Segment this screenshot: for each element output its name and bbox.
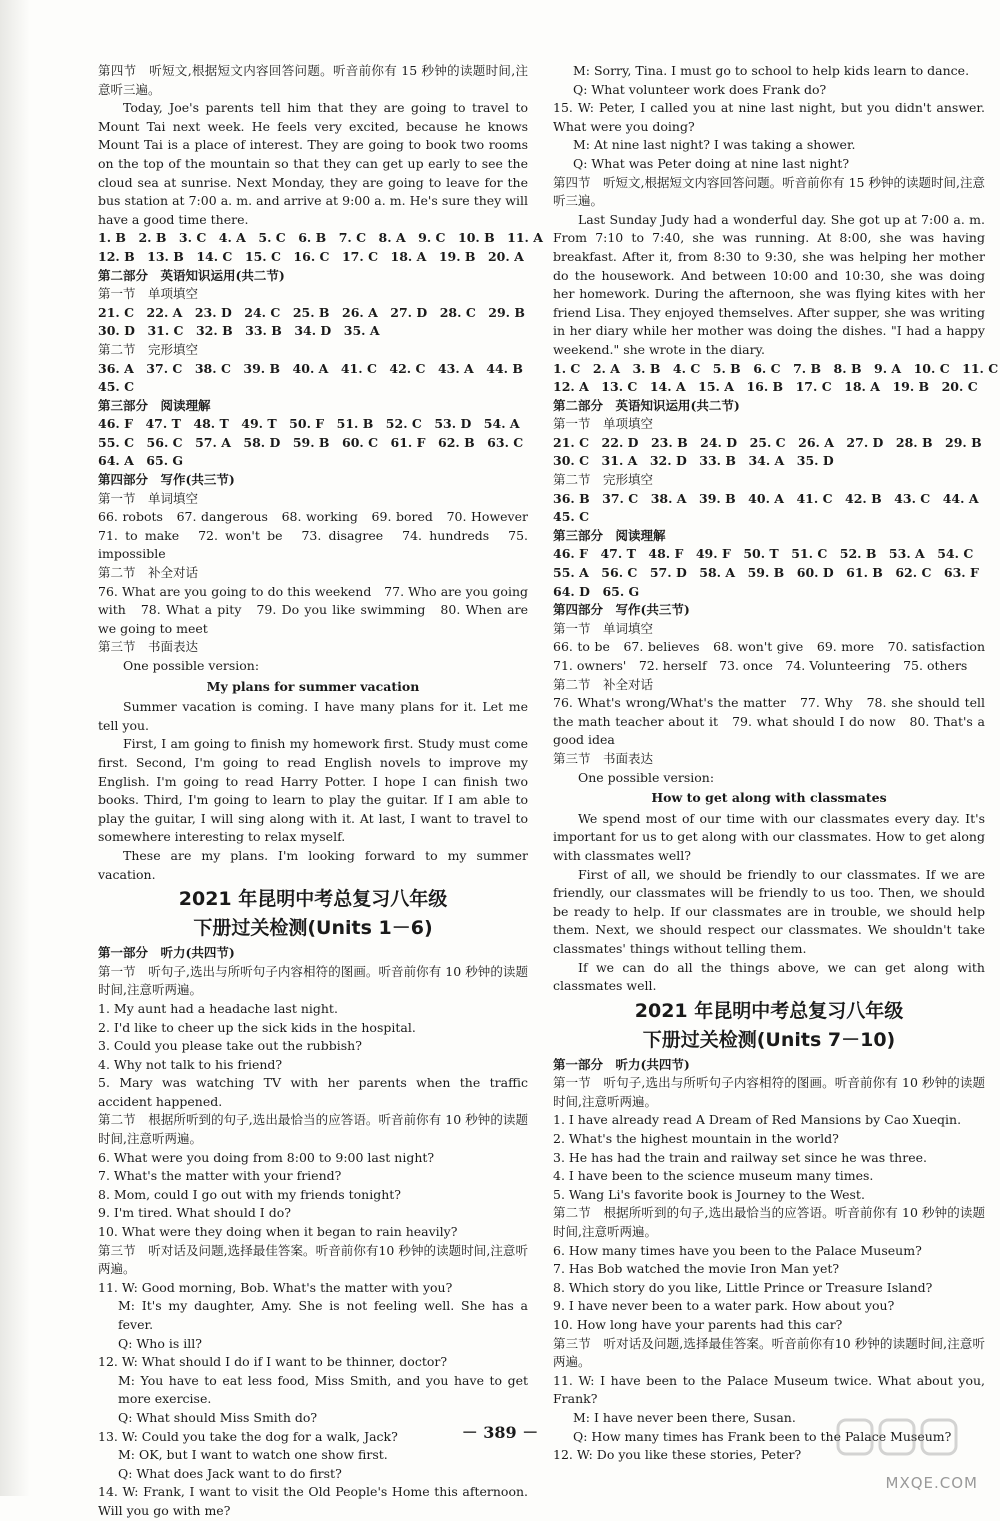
section-heading: 第二部分 英语知识运用(共二节) xyxy=(553,397,740,413)
dialogue-line: M: OK, but I want to watch one show first. xyxy=(118,1447,388,1463)
dialogue-line: M: Sorry, Tina. I must go to school to help kids learn to dance. xyxy=(573,63,970,78)
answer-row: 21. C 22. A 23. D 24. C 25. B 26. A 27. D 28. C 29. B xyxy=(98,304,525,320)
dialogue-line: Q: What volunteer work does Frank do? xyxy=(573,81,827,97)
answer-row: 36. A 37. C 38. C 39. B 40. A 41. C 42. C 43. A 44. B xyxy=(98,360,523,376)
answer-row: 12. A 13. C 14. A 15. A 16. B 17. C 18. A 19. B 20. C xyxy=(553,379,978,395)
text-line: 8. Which story do you like, Little Prince or Treasure Island? xyxy=(553,1279,933,1295)
dialogue-line: M: I have never been there, Susan. xyxy=(573,1409,796,1425)
text-line: 第三节 书面表达 xyxy=(553,750,654,766)
dialogue-line: Q: What should Miss Smith do? xyxy=(118,1409,318,1425)
page-number: － 389 － xyxy=(461,1423,539,1442)
text-line: 8. Mom, could I go out with my friends tonight? xyxy=(98,1186,402,1202)
paragraph: First, I am going to finish my homework first. Study must come first. Second, I'm going to read English novels to improve my English. I'm going to read Harry Potter. I hope I can finish two books. Third, I'm going to learn to play the guitar. If I am able to play the guitar, I will sing along with it. At last, I want to travel to somewhere interesting to relax myself. xyxy=(98,736,528,845)
text-line: 6. How many times have you been to the Palace Museum? xyxy=(553,1242,922,1258)
dialogue-line: Q: Who is ill? xyxy=(118,1335,202,1351)
text-line: 第四节 听短文,根据短文内容回答问题。听音前你有 15 秒钟的读题时间,注意听三遍。 xyxy=(98,63,528,97)
paragraph: One possible version: xyxy=(578,769,715,785)
test-title: 2021 年昆明中考总复习八年级 xyxy=(634,999,904,1022)
text-line: 第一节 听句子,选出与所听句子内容相符的图画。听音前你有 10 秒钟的读题时间,注意听两遍。 xyxy=(553,1075,985,1109)
text-line: 5. Mary was watching TV with her parents when the traffic accident happened. xyxy=(98,1075,528,1109)
answer-row: 21. C 22. D 23. B 24. D 25. C 26. A 27. D 28. B 29. B xyxy=(553,434,982,450)
text-line: 66. to be 67. believes 68. won't give 69. more 70. satisfaction 71. owners' 72. herself 73. once 74. Volunteering 75. others xyxy=(553,639,998,673)
section-heading: 第三部分 阅读理解 xyxy=(553,527,666,543)
section-heading: 第三部分 阅读理解 xyxy=(98,397,211,413)
section-heading: 第四部分 写作(共三节) xyxy=(98,472,235,488)
text-line: 12. W: What should I do if I want to be thinner, doctor? xyxy=(98,1354,448,1370)
text-line: 76. What are you going to do this weekend 77. Who are you going with 78. What a pity 79. Do you like swimming 80. When are we going to meet xyxy=(98,583,528,636)
text-line: 第一节 听句子,选出与所听句子内容相符的图画。听音前你有 10 秒钟的读题时间,注意听两遍。 xyxy=(98,963,528,998)
text-line: 2. What's the highest mountain in the world? xyxy=(553,1131,839,1147)
text-line: 11. W: Good morning, Bob. What's the matter with you? xyxy=(98,1279,453,1295)
text-line: 4. I have been to the science museum many times. xyxy=(553,1168,874,1184)
answer-row: 45. C xyxy=(553,509,590,525)
paragraph: Summer vacation is coming. I have many plans for it. Let me tell you. xyxy=(98,699,528,733)
text-line: 7. Has Bob watched the movie Iron Man yet? xyxy=(553,1261,840,1277)
text-line: 13. W: Could you take the dog for a walk, Jack? xyxy=(98,1428,398,1444)
dialogue-line: M: At nine last night? I was taking a shower. xyxy=(573,137,856,153)
answer-row: 1. B 2. B 3. C 4. A 5. C 6. B 7. C 8. A 9. C 10. B 11. A xyxy=(98,230,543,246)
left-column xyxy=(98,62,543,1521)
text-line: 9. I have never been to a water park. How about you? xyxy=(553,1298,895,1314)
watermark-text: MXQE.COM xyxy=(885,1474,978,1492)
essay-title: My plans for summer vacation xyxy=(206,678,420,694)
text-line: 第二节 根据所听到的句子,选出最恰当的应答语。听音前你有 10 秒钟的读题时间,注意听两遍。 xyxy=(553,1205,985,1240)
paragraph: One possible version: xyxy=(123,658,260,673)
answer-row: 64. A 65. G xyxy=(98,453,184,469)
text-line: 第二节 完形填空 xyxy=(553,472,654,488)
text-line: 4. Why not talk to his friend? xyxy=(98,1056,283,1072)
text-line: 第二节 完形填空 xyxy=(98,341,199,357)
text-line: 11. W: I have been to the Palace Museum twice. What about you, Frank? xyxy=(553,1372,985,1407)
essay-title: How to get along with classmates xyxy=(651,790,887,806)
dialogue-line: Q: What does Jack want to do first? xyxy=(118,1465,342,1481)
answer-row: 1. C 2. A 3. B 4. C 5. B 6. C 7. B 8. B 9. A 10. C 11. C xyxy=(553,360,999,376)
text-line: 66. robots 67. dangerous 68. working 69. bored 70. However 71. to make 72. won't be 73. disagree 74. hundreds 75. impossible xyxy=(98,509,541,562)
answer-row: 64. D 65. G xyxy=(553,583,640,599)
text-line: 3. Could you please take out the rubbish? xyxy=(98,1038,362,1054)
section-heading: 第一部分 听力(共四节) xyxy=(98,945,235,961)
text-line: 第一节 单项填空 xyxy=(553,416,654,432)
text-line: 7. What's the matter with your friend? xyxy=(98,1168,342,1184)
answer-row: 46. F 47. T 48. T 49. T 50. F 51. B 52. C 53. D 54. A xyxy=(98,416,520,432)
section-heading: 第二部分 英语知识运用(共二节) xyxy=(98,267,285,283)
paragraph: These are my plans. I'm looking forward to my summer vacation. xyxy=(98,847,528,882)
text-line: 第二节 补全对话 xyxy=(98,565,199,581)
text-line: 76. What's wrong/What's the matter 77. Why 78. she should tell the math teacher about it 79. what should I do now 80. That's a good idea xyxy=(553,695,985,748)
text-line: 15. W: Peter, I called you at nine last night, but you didn't answer. What were you doing? xyxy=(553,100,985,134)
paragraph: We spend most of our time with our classmates every day. It's important for us to get along with our classmates. How to get along with classmates well? xyxy=(553,810,985,863)
answer-row: 46. F 47. T 48. F 49. F 50. T 51. C 52. B 53. A 54. C xyxy=(553,546,974,562)
paragraph: Last Sunday Judy had a wonderful day. She got up at 7:00 a. m. From 7:10 to 7:40, she was running. At 8:00, she was having breakfast. After it, from 8:30 to 9:30, she was helping her mother do the housework. And between 10:00 and 10:30, she was doing her homework. During the afternoon, she was flying kites with her friend Lisa. They enjoyed themselves. After supper, she was writing in her diary while her mother was doing the dishes. "I had a happy weekend." she wrote in the diary. xyxy=(553,211,985,357)
dialogue-line: M: You have to eat less food, Miss Smith, and you have to get more exercise. xyxy=(118,1372,528,1407)
test-title: 下册过关检测(Units 1－6) xyxy=(193,917,433,940)
test-title: 下册过关检测(Units 7－10) xyxy=(642,1028,896,1051)
section-heading: 第四部分 写作(共三节) xyxy=(553,602,690,618)
text-line: 14. W: Frank, I want to visit the Old People's Home this afternoon. Will you go with me? xyxy=(98,1484,528,1518)
answer-row: 36. B 37. C 38. A 39. B 40. A 41. C 42. B 43. C 44. A xyxy=(553,490,979,506)
dialogue-line: Q: What was Peter doing at nine last night? xyxy=(573,155,850,171)
text-line: 3. He has had the train and railway set since he was three. xyxy=(553,1149,927,1165)
text-line: 1. My aunt had a headache last night. xyxy=(98,1000,338,1016)
answer-row: 30. C 31. A 32. D 33. B 34. A 35. D xyxy=(553,453,834,469)
text-line: 第二节 补全对话 xyxy=(553,676,654,692)
paragraph: Today, Joe's parents tell him that they are going to travel to Mount Tai next week. He feels very excited, because he knows Mount Tai is a place of interest. They are going to book two rooms on the top of the mountain so that they can get up early to see the cloud sea at sunrise. Next Monday, they are going to leave for the bus station at 7:00 a. m. and arrive at 9:00 a. m. He's sure they will have a good time there. xyxy=(98,100,528,227)
text-line: 5. Wang Li's favorite book is Journey to the West. xyxy=(553,1186,865,1202)
dialogue-line: M: It's my daughter, Amy. She is not feeling well. She has a fever. xyxy=(118,1298,528,1332)
text-line: 第四节 听短文,根据短文内容回答问题。听音前你有 15 秒钟的读题时间,注意听三遍。 xyxy=(553,174,985,209)
right-column xyxy=(553,62,999,1465)
text-line: 第三节 听对话及问题,选择最佳答案。听音前你有10 秒钟的读题时间,注意听两遍。 xyxy=(553,1335,985,1370)
text-line: 9. I'm tired. What should I do? xyxy=(98,1205,291,1221)
text-line: 第一节 单项填空 xyxy=(98,286,199,302)
text-line: 12. W: Do you like these stories, Peter? xyxy=(553,1447,802,1463)
test-title: 2021 年昆明中考总复习八年级 xyxy=(178,888,448,911)
text-line: 6. What were you doing from 8:00 to 9:00 last night? xyxy=(98,1149,435,1165)
answer-row: 55. A 56. C 57. D 58. A 59. B 60. D 61. B 62. C 63. F xyxy=(553,565,979,581)
text-line: 第三节 听对话及问题,选择最佳答案。听音前你有10 秒钟的读题时间,注意听两遍。 xyxy=(98,1242,528,1277)
section-heading: 第一部分 听力(共四节) xyxy=(553,1056,690,1072)
answer-row: 30. D 31. C 32. B 33. B 34. D 35. A xyxy=(98,323,380,339)
answer-row: 55. C 56. C 57. A 58. D 59. B 60. C 61. F 62. B 63. C xyxy=(98,434,524,450)
dialogue-line: Q: How many times has Frank been to the Palace Museum? xyxy=(573,1428,952,1444)
text-line: 第二节 根据所听到的句子,选出最恰当的应答语。听音前你有 10 秒钟的读题时间,注意听两遍。 xyxy=(98,1112,528,1147)
text-line: 第三节 书面表达 xyxy=(98,639,199,655)
text-line: 1. I have already read A Dream of Red Mansions by Cao Xueqin. xyxy=(553,1112,962,1128)
text-line: 第一节 单词填空 xyxy=(553,620,654,636)
answer-row: 12. B 13. B 14. C 15. C 16. C 17. C 18. A 19. B 20. A xyxy=(98,248,524,264)
answer-row: 45. C xyxy=(98,379,135,395)
paragraph: If we can do all the things above, we can get along with classmates well. xyxy=(553,959,985,994)
text-line: 第一节 单词填空 xyxy=(98,490,199,506)
text-line: 2. I'd like to cheer up the sick kids in the hospital. xyxy=(98,1019,416,1035)
page-spine-shadow xyxy=(0,0,30,1496)
paragraph: First of all, we should be friendly to our classmates. If we are friendly, our classmates will be friendly to us too. Then, we should be ready to help. If our classmates are in trouble, we should help them. Next, we should respect our classmates. We shouldn't take classmates' things without telling them. xyxy=(553,866,985,956)
text-line: 10. What were they doing when it began to rain heavily? xyxy=(98,1224,458,1240)
text-line: 10. How long have your parents had this car? xyxy=(553,1317,843,1332)
